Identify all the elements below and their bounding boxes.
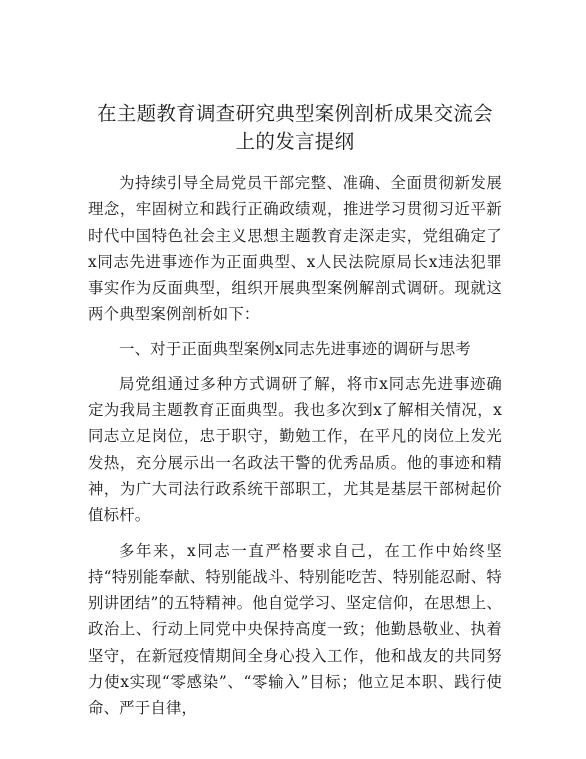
title-line-2: 上的发言提纲 <box>235 130 355 153</box>
section-heading-1: 一、对于正面典型案例x同志先进事迹的调研与思考 <box>119 339 471 358</box>
section-1-paragraph-1: 局党组通过多种方式调研了解，将市x同志先进事迹确定为我局主题教育正面典型。我也多次到x了解相关情况，x同志立足岗位，忠于职守，勤勉工作，在平凡的岗位上发光发热，充分展示出一名政法干警的优秀品质。他的事迹和精神，为广大司法行政系统干部职工，尤其是基层干部树起价值标杆。 <box>88 374 502 525</box>
document-title <box>88 100 502 156</box>
title-line-1: 在主题教育调查研究典型案例剖析成果交流会 <box>96 102 493 125</box>
section-1-paragraph-2: 多年来，x同志一直严格要求自己，在工作中始终坚持“特别能奉献、特别能战斗、特别能吃苦、特别能忍耐、特别讲团结”的五特精神。他自觉学习、坚定信仰，在思想上、政治上、行动上同党中央保持高度一致；他勤恳敬业、执着坚守，在新冠疫情期间全身心投入工作，他和战友的共同努力使x实现“零感染”、“零输入”目标；他立足本职、践行使命、严于自律， <box>88 541 502 718</box>
document-body <box>88 170 502 722</box>
intro-paragraph: 为持续引导全局党员干部完整、准确、全面贯彻新发展理念，牢固树立和践行正确政绩观，推进学习贯彻习近平新时代中国特色社会主义思想主题教育走深走实，党组确定了x同志先进事迹作为正面典型、x人民法院原局长x违法犯罪事实作为反面典型，组织开展典型案例解剖式调研。现就这两个典型案例剖析如下： <box>88 174 502 324</box>
